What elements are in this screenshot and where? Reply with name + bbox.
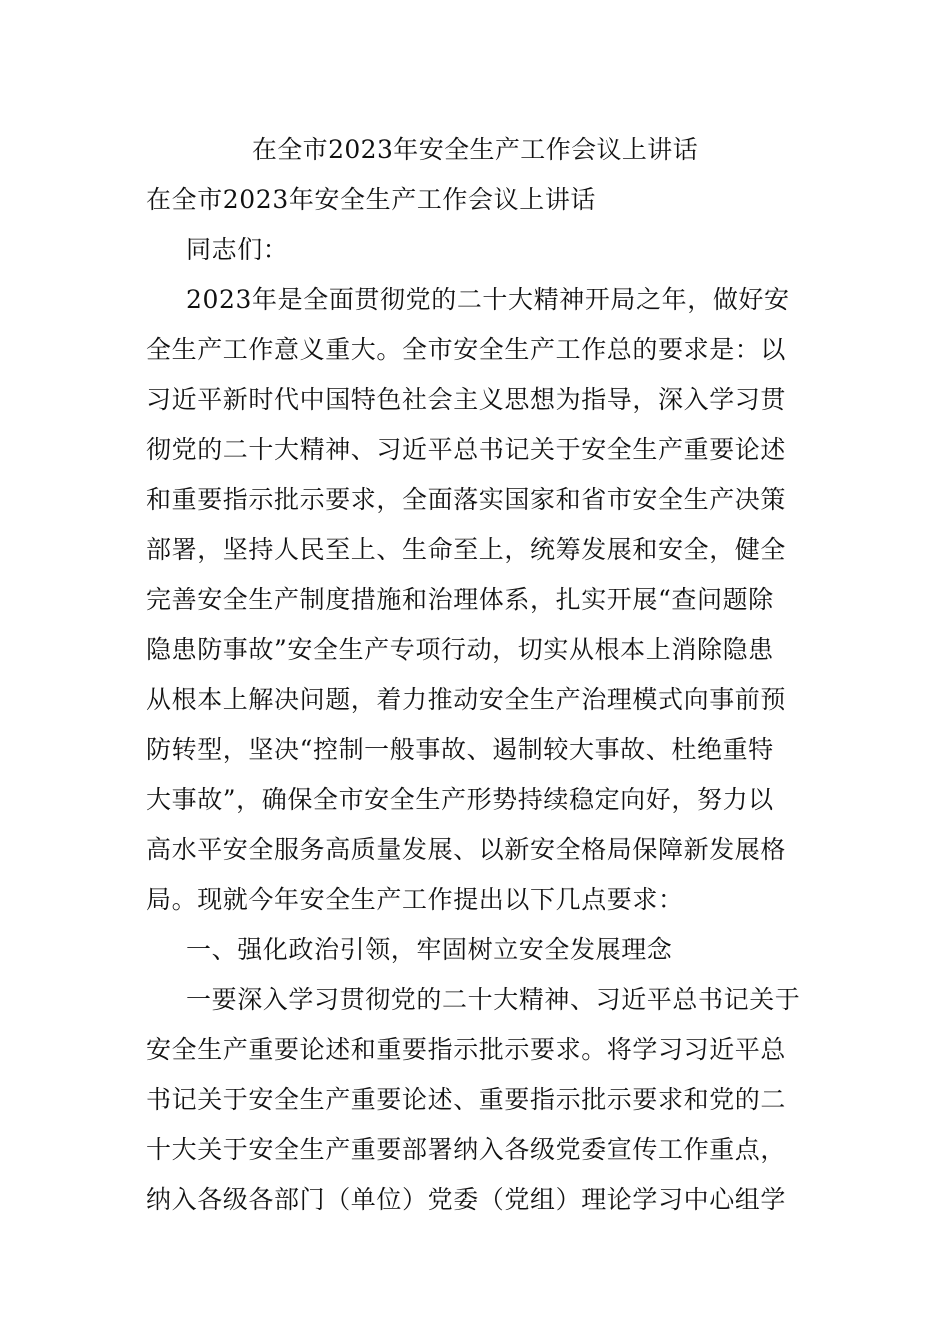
paragraph-line: 完善安全生产制度措施和治理体系，扎实开展“查问题除 — [146, 585, 774, 614]
paragraph-line: 大事故”，确保全市安全生产形势持续稳定向好，努力以 — [146, 785, 774, 814]
paragraph-line: 彻党的二十大精神、习近平总书记关于安全生产重要论述 — [146, 435, 787, 464]
paragraph-line: 纳入各级各部门（单位）党委（党组）理论学习中心组学 — [146, 1185, 787, 1214]
paragraph-line: 习近平新时代中国特色社会主义思想为指导，深入学习贯 — [146, 385, 787, 414]
paragraph-line: 高水平安全服务高质量发展、以新安全格局保障新发展格 — [146, 835, 787, 864]
paragraph-line: 从根本上解决问题，着力推动安全生产治理模式向事前预 — [146, 685, 787, 714]
paragraph-line: 安全生产重要论述和重要指示批示要求。将学习习近平总 — [146, 1035, 787, 1064]
paragraph-line: 十大关于安全生产重要部署纳入各级党委宣传工作重点， — [146, 1135, 787, 1164]
salutation-line: 同志们： — [186, 235, 289, 264]
paragraph-line: 和重要指示批示要求，全面落实国家和省市安全生产决策 — [146, 485, 787, 514]
paragraph-line: 2023年是全面贯彻党的二十大精神开局之年，做好安 — [186, 285, 790, 314]
paragraph-line: 全生产工作意义重大。全市安全生产工作总的要求是：以 — [146, 335, 787, 364]
paragraph-line: 隐患防事故”安全生产专项行动，切实从根本上消除隐患 — [146, 635, 774, 664]
paragraph-line: 书记关于安全生产重要论述、重要指示批示要求和党的二 — [146, 1085, 787, 1114]
section-heading: 一、强化政治引领，牢固树立安全发展理念 — [186, 935, 673, 964]
paragraph-line: 防转型，坚决“控制一般事故、遏制较大事故、杜绝重特 — [146, 735, 774, 764]
subtitle-line: 在全市2023年安全生产工作会议上讲话 — [146, 185, 597, 214]
paragraph-line: 局。现就今年安全生产工作提出以下几点要求： — [146, 885, 684, 914]
document-title: 在全市2023年安全生产工作会议上讲话 — [251, 135, 699, 164]
paragraph-line: 一要深入学习贯彻党的二十大精神、习近平总书记关于 — [186, 985, 801, 1014]
paragraph-line: 部署，坚持人民至上、生命至上，统筹发展和安全，健全 — [146, 535, 787, 564]
